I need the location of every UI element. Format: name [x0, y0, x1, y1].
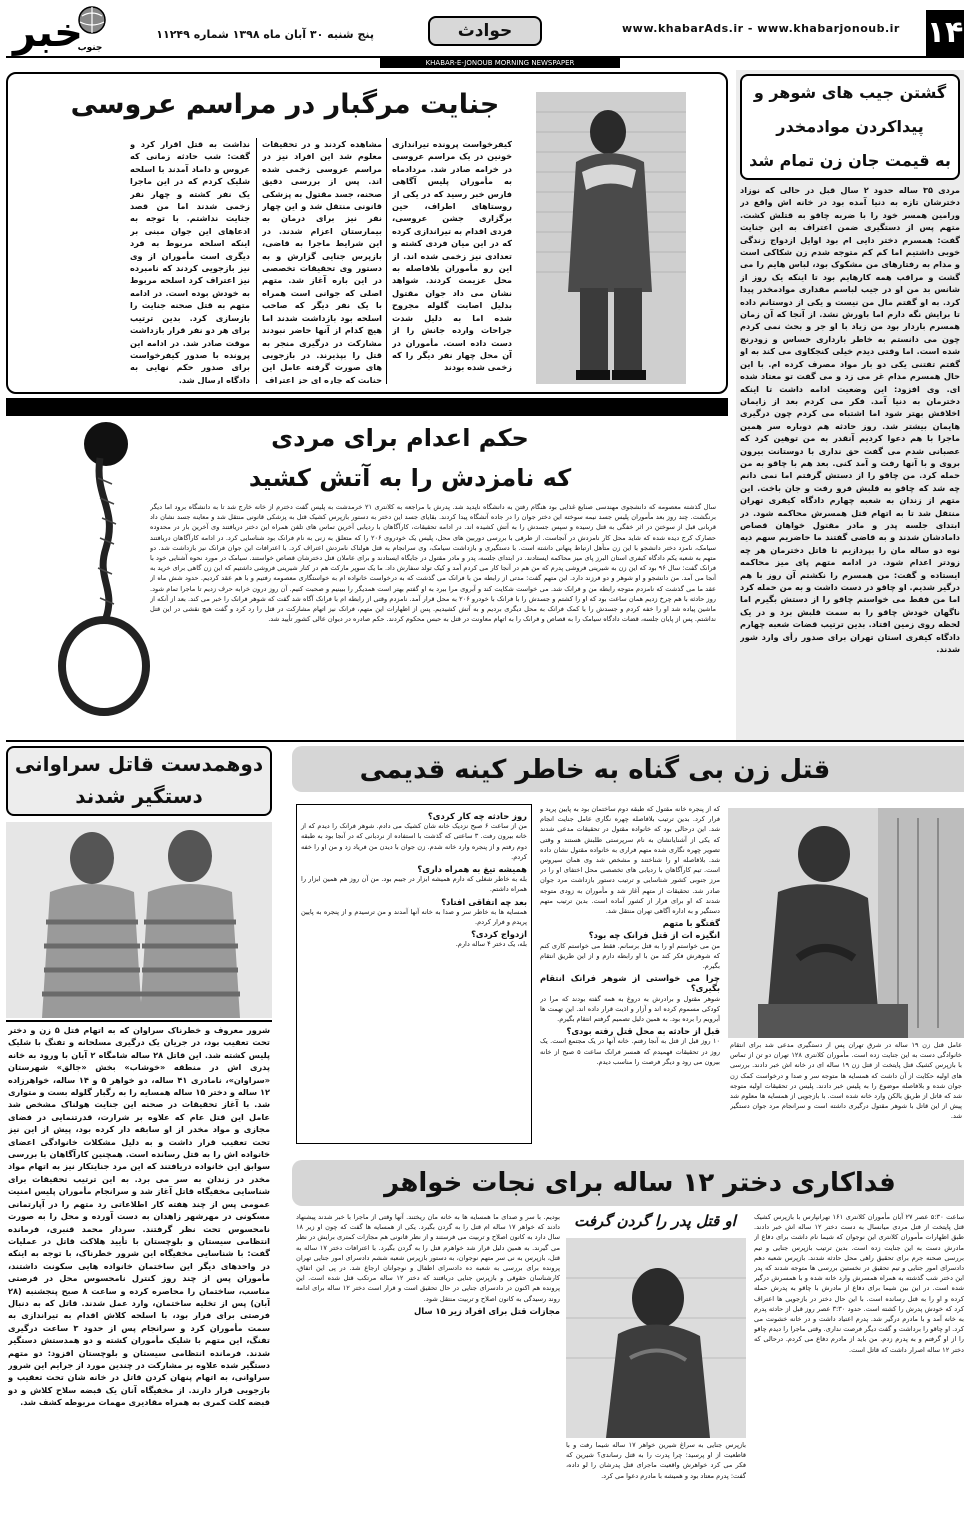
top-story-photo: [536, 92, 686, 384]
headline-line-1: گشتن جیب های شوهر و: [753, 83, 947, 102]
qa-answer: شوهر مقتول و برادرش به دروغ به همه گفته بودند که مرا در کودکی مسموم کرده اند و آزار و اذیت قرار داده اند. این تهمت ها آبرویم را برده بود. به همین دلیل تصمیم گرفتم انتقام بگیرم.: [540, 994, 720, 1024]
headline-line-2: دستگیر شدند: [75, 784, 203, 808]
qa-question: چرا می خواستی از شوهر فرانک انتقام بگیری؟: [540, 973, 720, 994]
page-number: ۱۴: [926, 10, 964, 56]
column-rule: [256, 138, 257, 384]
qa-question: گفتگو با متهم: [662, 918, 720, 929]
top-story-headline: جنایت مرگبار در مراسم عروسی: [70, 89, 500, 120]
left-story-headline: [6, 746, 272, 816]
headline-line-3: به قیمت جان زن تمام شد: [749, 151, 951, 170]
headline-line-1: دوهمدست قاتل سراوانی: [14, 752, 264, 776]
top-story-col-3: نداشت به قتل اقرار کرد و گفت: شب حادثه زمانی که عروس و داماد آمدند با اسلحه شلیک کردم که در این ماجرا یک نفر کشته و چهار نفر زخمی شدند اما من قصد جنایت نداشتم. با توجه به ادعاهای این جوان مبنی بر اینکه اسلحه مربوط به فرد دیگری است مأموران از وی نیز بازجویی کردند که نامبرده نیز اعتراف کرد اسلحه مربوط به خودش بوده است. در ادامه متهم به قتل صحنه جنایت را بازسازی کرد. بدین ترتیب برای هر دو نفر قرار بازداشت موقت صادر شد. در ادامه این پرونده با صدور کیفرخواست برای صدور حکم نهایی به دادگاه ارسال شد.: [130, 139, 250, 384]
middle-story-col-2: [296, 804, 532, 1144]
bottom-story-col-2: [296, 1212, 560, 1512]
middle-story-col-1: [540, 804, 720, 1144]
qa-question: روز حادثه چه کار کردی؟: [427, 811, 527, 821]
execution-story-body: سال گذشته معصومه که دانشجوی مهندسی صنایع غذایی بود هنگام رفتن به دانشگاه ناپدید شد. پدرش با مراجعه به کلانتری ۲۱ خرمدشت به پلیس گفت دخترم از خانه خارج شد تا به دانشگاه برود اما دیگر برنگشت. چند روز بعد مأموران پلیس جسد نیمه سوخته این دختر جوان را در جاده آتشگاه پیدا کردند. بقایای جسد این دختر به دستور بازپرس کشیک قتل به پزشکی قانونی منتقل شد و معاینه جسد نشان داد قربانی قبل از سوختن در اثر خفگی به قتل رسیده و سپس جسدش را به آتش کشیده اند. در ادامه تحقیقات، کارآگاهان با ردیابی آخرین تماس های تلفن همراه این دختر دریافتند وی آخرین بار در محدوده حصارک کرج دیده شده که شاید محل کار نامزدش در آنجاست. از طرفی با بررسی دوربین های محل، پلیس یک خودروی ۲۰۶ را که متعلق به زنی به نام فرانک بود شناسایی کرد. در ادامه کارآگاهان دریافتند سیامک، نامزد دختر دانشجو با این زن متأهل ارتباط پنهانی داشته است. با دستگیری و بازداشت سیامک، وی سرانجام به قتل هولناک نامزدش اعتراف کرد. با اعترافات این جوان فرانک نیز بازداشت شد. دو متهم به شعبه یکم دادگاه کیفری استان البرز پای میز محاکمه ایستادند. در ابتدای جلسه، پدر و مادر مقتول در جایگاه ایستادند و برای عاملان قتل دخترشان قصاص خواستند. سیامک در مورد نحوه آشنایی خود با فرانک گفت: سال ۹۶ بود که این زن به شیرینی فروشی پدرم که من هم در آنجا کار می کردم آمد و کیک تولد سفارش داد. ما یک سوپر مارکت هم در کنار شیرینی فروشی داشتیم که این زن گاهی برای خرید به آنجا می آمد. من دانشجو و او شوهر و دو فرزند دارد. این متهم گفت: مدتی از رابطه من با فرانک می گذشت که به درخواست خانواده ام به خواستگاری معصومه رفتیم و با هم عقد کردیم. حدود شش ماه از عقد ما می گذشت که نامزدم متوجه رابطه من و فرانک شد. می خواست شکایت کند و آبروی مرا ببرد به او گفتم بهتر است همدیگر را ببینیم و صحبت کنیم. آن روز درون خرابه حرف زدیم تا ماجرا تمام شود. روز حادثه با هم چرخ زدیم همان ساعت بود که او را کشتم و جسدش را با فرانک با خودرو ۲۰۶ به محل قرار آمد. نامزدم وقتی از رابطه ام با فرانک آگاه شد گفت که شوهر فرانک را خبر می کند. بعد از آنکه از ماشین پیاده شد او را خفه کردم و جسدش را با کمک فرانک به محل دیگری بردیم و به آتش کشیدیم. پس از اظهارات این متهم، فرانک نیز اتهام مشارکت در قتل را رد کرد و گفت هیچ نقشی در این قتل نداشتم. پس از پایان جلسه، قضات دادگاه سیامک را به قصاص و فرانک را به اتهام معاونت در قتل به حبس محکوم کردند. حکم صادره در دیوان عالی کشور تأیید شد.: [150, 503, 716, 624]
column-rule: [386, 138, 387, 384]
qa-question: بعد چه اتفاقی افتاد؟: [441, 896, 527, 907]
middle-story-caption: عامل قتل زن ۱۹ ساله در شرق تهران پس از دستگیری مدعی شد برای انتقام خانوادگی دست به این جنایت زده است. مأموران کلانتری ۱۲۸ تهران دو تن از تماس با بازپرس کشیک قتل پایتخت از قتل زن ۱۹ ساله ای در خانه اش خبر دادند. بررسی های اولیه حکایت از آن داشت که همسایه ها متوجه سر و صدا و درخواست کمک زن جوان شده و بلافاصله موضوع را به پلیس خبر دادند. پلیس در تحقیقات اولیه متوجه شد که قاتل از طریق بالکن وارد خانه شده است. با بازجویی از همسایه ها معلوم شد پیش از این قاتل با شوهر مقتول درگیری داشته است و سرانجام مرد جوان دستگیر شد.: [730, 1041, 962, 1121]
bottom-story-subtitle: او قتل پدر را گردن گرفت: [574, 1212, 736, 1230]
svg-text:خبر: خبر: [12, 10, 84, 56]
suspects-photo: [6, 822, 272, 1018]
newspaper-logo: [4, 2, 112, 56]
photo-rule: [6, 1020, 272, 1022]
qa-answer: من می خواستم او را به قتل برسانم. فقط می خواستم کاری کنم که شوهرش فکر کند من با او رابطه دارم و از این طریق انتقام بگیرم.: [540, 941, 720, 971]
middle-story-headline: قتل زن بی گناه به خاطر کینه قدیمی: [359, 755, 831, 785]
section-tab: حوادث: [428, 16, 542, 46]
left-story-body: شرور معروف و خطرناک سراوان که به اتهام قتل ۵ زن و دختر تحت تعقیب بود، در جریان یک درگیری مسلحانه و تفنگ با شلیک پلیس کشته شد. این قاتل ۲۸ ساله شامگاه ۲ آبان با ورود به خانه پدری اش در منطقه «خوشاب» بخش «جالق» شهرستان «سراوان»، نامادری ۴۱ ساله، دو خواهر ۵ و ۱۴ ساله، خواهرزاده ۱۲ ساله و دختر ۱۵ ساله همسایه را به رگبار گلوله بست و متواری شد. با آغاز تحقیقات در صحنه این جنایت هولناک مشخص شد عامل این قتل عام که علاوه بر شرارت، قدرتنمایی در فضای مجازی و مواد مخدر از او سابقه دار کرده بود، پیش از این نیز تحت تعقیب قرار داشت و به دلیل مشکلات خانوادگی اعضای خانواده اش را به قتل رسانده است. همچنین کارآگاهان با بررسی سوابق این خانواده دریافتند که این مرد جنایتکار نیز به اتهام مواد مخدر در زندان به سر می برد. به این ترتیب تحقیقات برای شناسایی مخفیگاه قاتل آغاز شد و سرانجام مأموران پلیس امنیت عمومی پس از چند هفته کار اطلاعاتی رد متهم را در آپارتمانی مسکونی در مهرشهر زاهدان به دست آورده و محل را به صورت نامحسوس تحت نظر گرفتند. سردار محمد قنبری، فرمانده انتظامی سیستان و بلوچستان با تأیید هلاکت قاتل در عملیات گفت: با شناسایی مخفیگاه این شرور خطرناک، با توجه به اینکه در واحدهای دیگر این ساختمان خانواده هایی سکونت داشتند، مأموران پس از چند روز کنترل نامحسوس محل در فرصتی مناسب، ساختمان را محاصره کرده و ساعت ۸ صبح پنجشنبه (۲۸ آبان) پس از تخلیه ساختمان، وارد عمل شدند. قاتل که به دنبال فرصتی برای فرار بود، با اسلحه کلاش اقدام به تیراندازی به سمت مأموران کرد و سرانجام پس از حدود ۳ ساعت درگیری تفنگ، این متهم با شلیک مأموران کشته و دو همدستش دستگیر شدند. فرمانده انتظامی سیستان و بلوچستان افزود: دو متهم دستگیر شده علاوه بر مشارکت در چندین مورد از جرایم این شرور سراوانی، به اتهام پنهان کردن قاتل در خانه شان تحت تعقیب و بازجویی قرار دارند. از مخفیگاه آنان یک قبضه سلاح کلاش و دو قبضه کلت کمری به همراه مقادیری مهمات مربوطه کشف شد.: [8, 1025, 270, 1408]
date-line: پنج شنبه ۳۰ آبان ماه ۱۳۹۸ شماره ۱۱۲۴۹: [156, 28, 374, 41]
qa-answer: همسایه ها به خاطر سر و صدا به خانه آنها آمدند و من ترسیدم و از پنجره به پایین پریدم و فرار کردم.: [301, 907, 527, 927]
right-column-headline: [740, 74, 960, 180]
suspect-photo: [728, 808, 964, 1038]
top-story-col-1: کیفرخواست پرونده تیراندازی خونین در یک مراسم عروسی در خرامه صادر شد. مردادماه به مأموران پلیس آگاهی فارس خبر رسید که در یکی از روستاهای اطراف، حین برگزاری جشن عروسی، فردی اقدام به تیراندازی کرده که در این میان فردی کشته و تعدادی نیز زخمی شده اند. از این رو مأموران بلافاصله به محل عزیمت کردند. شواهد نشان می داد جوان مقتول بدلیل اصابت گلوله مجروح شده اما به دلیل شدت جراحات وارده جانش را از دست داده است. مأموران در آن محل چهار نفر دیگر را که زخمی شده بودند: [392, 139, 512, 373]
masthead-banner: KHABAR-E-JONOUB MORNING NEWSPAPER: [380, 58, 620, 68]
bottom-story-text: بودیم. با سر و صدای ما همسایه ها به خانه مان ریختند. آنها وقتی از ماجرا با خبر شدند پیشنهاد دادند که خواهر ۱۷ ساله ام قتل را به گردن بگیرد. یکی از همسایه ها گفت که چون او زیر ۱۸ سال دارد به کانون اصلاح و تربیت می فرستند و از نظر قانونی هم مجازات کمتری برایش در نظر می گیرند. به همین دلیل قرار شد خواهرم قتل را به گردن بگیرد. با اعترافات دختر ۱۷ ساله به قتل، بازپرس به نی سر متهم نوجوان، به دستور بازپرس شعبه ششم دادسرای امور جنایی تهران پرونده برای بررسی به شعبه ده دادسرای اطفال و نوجوانان ارجاع شد. در پی این اتفاق، کارشناسان حقوقی و بازپرس جنایی دریافتند که دختر ۱۲ ساله مرتکب قتل شده است. این پرونده هم اکنون در دادسرای جنایی در حال تحقیق است و قرار است دختر ۱۲ ساله برای ادامه روند رسیدگی به کانون اصلاح و تربیت منتقل شود.: [296, 1213, 560, 1303]
bottom-story-col-1: ساعت ۵:۳۰ عصر ۲۷ آبان مأموران کلانتری ۱۶۱ تهرانپارس با بازپرس کشیک قتل پایتخت از قتل مردی میانسال به دست دختر ۱۲ ساله اش خبر دادند. طبق اظهارات مأموران کلانتری این نوجوان که شیما نام داشت برای دفاع از مادرش دست به این جنایت زده است. بدین ترتیب بازپرس جنایی و تیم بررسی صحنه جرم برای تحقیق راهی محل حادثه شدند. بازپرس شعبه دهم دادسرای امور جنایی و تیم تحقیق در نخستین بررسی ها متوجه شدند که پدر این دختر شب گذشته به همراه همسرش وارد خانه شده و با همسرش درگیر شده است. در این بین شیما برای دفاع از مادرش با چاقو به پدرش حمله کرده و او را به قتل رسانده است. با این حال دختر در بازجویی ها اعتراف کرد که خودش پدرش را کشته است. حدود ۳:۳۰ عصر روز قبل از حادثه پدرم به خانه آمد و با مادرم درگیر شد. پدرم اعتیاد داشت و در خانه خشونت می کرد. او چاقو را برداشت و گفت دیگر فرصت نداری. وقتی ماجرا را دیدم چاقو را از او گرفتم و به پدرم زدم. من باید از مادرم دفاع می کردم. درحالی که دختر ۱۲ ساله اصرار داشت که قاتل است.: [754, 1213, 964, 1354]
section-divider: [6, 740, 964, 742]
qa-answer: بله به خاطر شغلی که دارم همیشه ابزار در جیبم بود. من آن روز هم همین ابزار را همراه داشتم.: [301, 875, 527, 894]
bottom-story-caption: بازپرس جنایی به سراغ شیرین خواهر ۱۷ ساله شیما رفت و با قاطعیت از او پرسید: چرا پدرت را به قتل رساندی؟ شیرین که فکر می کرد خواهرش واقعیت ماجرای قتل پدرشان را لو داده، گفت: پدرم معتاد بود و همیشه با مادرم دعوا می کرد.: [566, 1441, 746, 1480]
middle-story-text: که از پنجره خانه مقتول که طبقه دوم ساختمان بود به پایین پرید و فرار کرد. بدین ترتیب بلافاصله چهره نگاری عامل جنایت انجام شد. این درحالی بود که خانواده مقتول در تحقیقات مدعی شدند که یکی از آشنایانشان به نام سرپرستی طلبش هستند و وقتی تصویر چهره نگاری شده متهم فراری به خانواده مقتول نشان داده شد. بلافاصله او را شناختند و مشخص شد وی همان سیروس است. تیم کارآگاهان با ردیابی های تخصصی محل اختفای او را در مرز جنوبی کشور شناسایی و ترتیب دستور بازداشت مرد جوان صادر شد. تحقیقات از متهم آغاز شد و مأموران به زودی متوجه شدند که او برای فرار از کشور آماده است. بدین ترتیب متهم دستگیر و به اداره آگاهی تهران منتقل شد.: [540, 805, 720, 916]
qa-question: انگیزه ات از قتل فرانک چه بود؟: [588, 930, 720, 941]
qa-answer: ۱۰ روز قبل از قتل به آنجا رفتم. خانه آنها در یک مجتمع است. یک روز در تحقیقات فهمیدم که همسر فرانک ساعت ۵ صبح از خانه بیرون می رود و دیگر فرصت را مناسب دیدم.: [540, 1037, 720, 1066]
headline-line-2: پیداکردن موادمخدر: [776, 117, 924, 136]
qa-answer: بله، یک دختر ۴ ساله دارم.: [455, 940, 527, 949]
execution-headline-line-2: که نامزدش را به آتش کشید: [248, 464, 572, 492]
website-urls: www.khabarAds.ir - www.khabarjonoub.ir: [622, 22, 900, 35]
qa-answer: من از ساعت ۶ صبح نزدیک خانه شان کشیک می دادم. شوهر فرانک را دیدم که از خانه بیرون رفت. ۳ ساعتی که گذشت با استفاده از نردبانی که در آنجا بود به طبقه دوم رفتم و از پنجره وارد خانه شدم. زن جوان با دیدن من فریاد زد و من او را خفه کردم.: [301, 822, 527, 861]
execution-headline-line-1: حکم اعدام برای مردی: [271, 424, 529, 452]
top-story-col-2: مشاهده کردند و در تحقیقات معلوم شد این افراد نیز در مراسم عروسی زخمی شده اند. پس از بررسی دقیق صحنه، جسد مقتول به پزشکی قانونی منتقل شد و این چهار نفر نیز برای درمان به بیمارستان اعزام شدند. در این شرایط ماجرا به قاضی، بازپرس جنایی گزارش و به دستور وی تحقیقات تخصصی در این باره آغاز شد. متهم اصلی که جوانی است همراه با یک نفر دیگر که صاحب اسلحه بود بازداشت شدند اما هیچ کدام از آنها حاضر نبودند مشارکت در درگیری منجر به قتل را بپذیرند. در بازجویی های صورت گرفته عامل این جنایت که چاره ای جز اعتراف: [262, 139, 382, 384]
qa-question: قبل از حادثه به محل قتل رفته بودی؟: [566, 1026, 720, 1037]
girl-photo: [566, 1238, 746, 1438]
bottom-story-headline: فداکاری دختر ۱۲ ساله برای نجات خواهر: [384, 1168, 896, 1198]
svg-text:جنوب: جنوب: [77, 43, 103, 53]
right-column-body: مردی ۳۵ ساله حدود ۲ سال قبل در حالی که نوزاد دخترشان تازه به دنیا آمده بود در خانه اش واقع در ورامین همسر خود را با ضربه چاقو به قتلش کشت. متهم پس از دستگیری ضمن اعتراف به این جنایت گفت: همسرم دختر دایی ام بود اوایل ازدواج زندگی خوبی داشتیم اما کم کم متوجه شدم زن شکاکی است و مدام به رفتارهای من مشکوک بود، لباس هایم را می گشت و مراقب همه کارهایم بود تا اینکه یک روز از شانس بد من او در جیب لباسم مقداری موادمخدر پیدا کرد. به او گفتم مال من نیست و یکی از دوستانم داده تا برایش نگه دارم اما باورش نشد. از آنجا که آن زمان همسرم باردار بود من زیاد با او جر و بحث نمی کردم چون می دانستم به خاطر بارداری حساس و زودرنج شده است. اما وقتی دیدم خیلی کنجکاوی می کند به او گفتم تفتنی یکی دو بار مواد مصرف کرده ام. با این حال همسرم مدام غر می زد و می گفت تو معتاد شده ای. وی افزود: این وضعیت ادامه داشت تا اینکه دخترمان به دنیا آمد. فکر می کردم بعد از زایمان اخلاقش بهتر شود اما اشتباه می کردم چون درگیری هایمان بیشتر شد. روز حادثه هم دوباره سر همین ماجرا با هم دعوا کردیم آنقدر به من توهین کرد که عصبانی شدم می گفت حق نداری با دوستانت بیرون بروی و با آنها رفت و آمد کنی. بعد هم با چاقو به من حمله کرد. من چاقو را از دستش گرفتم اما نمی دانم چه شد که چاقو به قلبش فرو رفت و جان باخت. این متهم از زندان به شعبه چهارم دادگاه کیفری تهران منتقل شد تا به اتهام قتل همسرش محاکمه شود. در ابتدای جلسه پدر و مادر مقتول خواهان قصاص دامادشان شدند و به قاضی گفتند ما حاضریم سهم دیه نوه دو ساله مان را بپردازیم تا قاتل دخترمان هر چه زودتر اعدام شود. در ادامه متهم پای میز محاکمه ایستاده و گفت: من همسرم را نکشتم آن روز با هم درگیر شدیم. او چاقو در دست داشت و به من حمله کرد اما من فقط می خواستم چاقو را از دستش بگیرم اما ناگهان خودش چاقو را به سمت قلبش برد و در یک لحظه روی زمین افتاد. بدین ترتیب قضات شعبه چهارم دادگاه کیفری استان تهران برای صدور رأی وارد شور شدند.: [740, 185, 960, 655]
qa-question: ازدواج کردی؟: [471, 929, 527, 940]
qa-question: همیشه تیغ به همراه داری؟: [417, 864, 527, 875]
bottom-story-subhead: مجازات قتل برای افراد زیر ۱۵ سال: [413, 1305, 560, 1316]
